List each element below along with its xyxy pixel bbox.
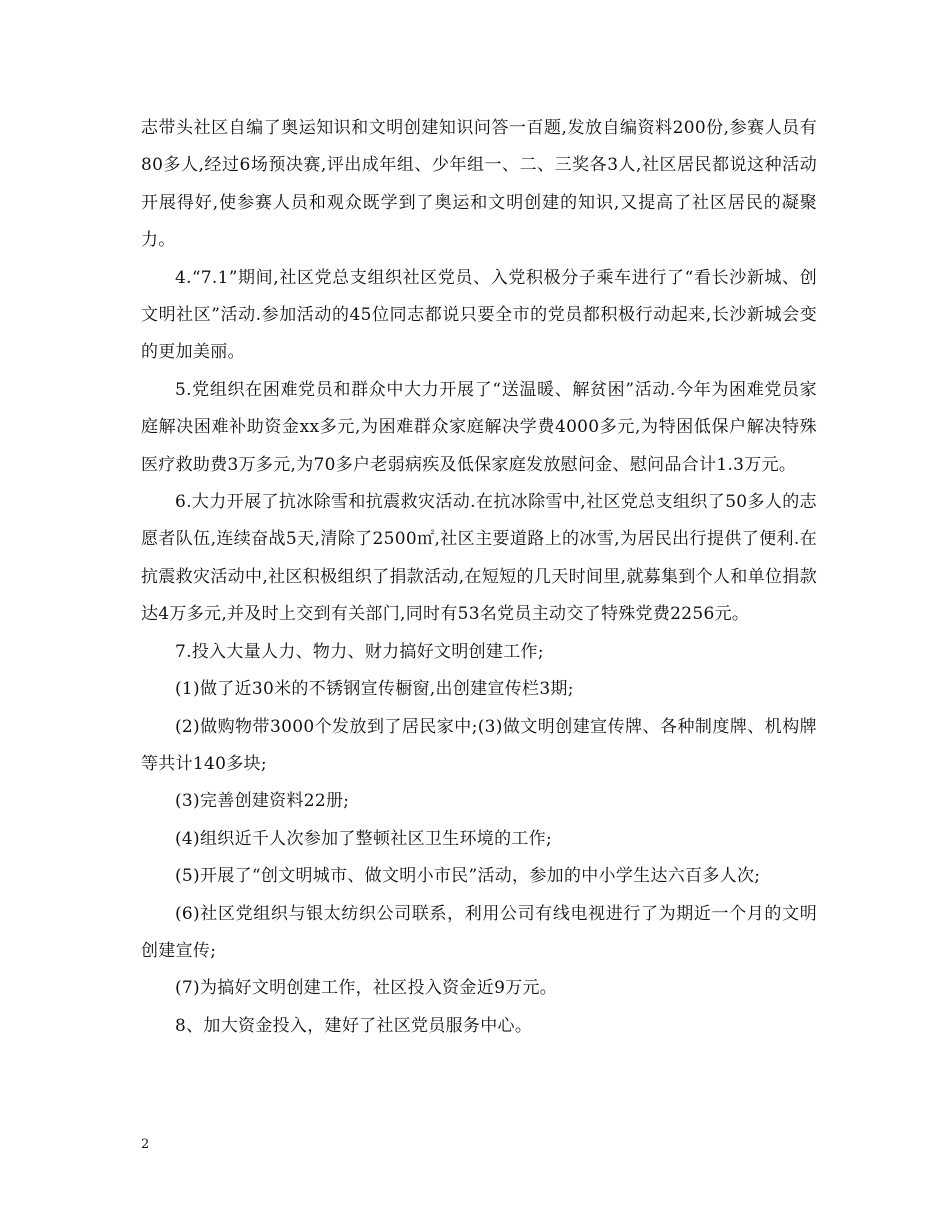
document-body [141,110,817,1045]
paragraph-5: 7.投入大量人力、物力、财力搞好文明创建工作; [175,641,544,662]
page-number: 2 [141,1137,150,1152]
paragraph-9: (4)组织近千人次参加了整顿社区卫生环境的工作; [175,828,553,849]
paragraph-11: (6)社区党组织与银太纺织公司联系，利用公司有线电视进行了为期近一个月的文明创建宣传; [141,903,817,961]
paragraph-13: 8、加大资金投入，建好了社区党员服务中心。 [175,1015,533,1036]
paragraph-6: (1)做了近30米的不锈钢宣传橱窗,出创建宣传栏3期; [175,679,574,700]
paragraph-10: (5)开展了“创文明城市、做文明小市民”活动，参加的中小学生达六百多人次; [175,866,761,887]
paragraph-3: 5.党组织在困难党员和群众中大力开展了“送温暖、解贫困”活动.今年为困难党员家庭解决困难补助资金xx多元,为困难群众家庭解决学费4000多元,为特困低保户解决特殊医疗救助费3万多元,为70多户老弱病疾及低保家庭发放慰问金、慰问品合计1.3万元。 [141,379,817,475]
paragraph-12: (7)为搞好文明创建工作，社区投入资金近9万元。 [175,978,558,999]
paragraph-8: (3)完善创建资料22册; [175,791,350,812]
paragraph-2: 4.“7.1”期间,社区党总支组织社区党员、入党积极分子乘车进行了“看长沙新城、创文明社区”活动.参加活动的45位同志都说只要全市的党员都积极行动起来,长沙新城会变的更加美丽。 [141,267,817,363]
paragraph-4: 6.大力开展了抗冰除雪和抗震救灾活动.在抗冰除雪中,社区党总支组织了50多人的志愿者队伍,连续奋战5天,清除了2500㎡,社区主要道路上的冰雪,为居民出行提供了便利.在抗震救灾活动中,社区积极组织了捐款活动,在短短的几天时间里,就募集到个人和单位捐款达4万多元,并及时上交到有关部门,同时有53名党员主动交了特殊党费2256元。 [141,492,817,625]
paragraph-1: 志带头社区自编了奥运知识和文明创建知识问答一百题,发放自编资料200份,参赛人员有80多人,经过6场预决赛,评出成年组、少年组一、二、三奖各3人,社区居民都说这种活动开展得好,使参赛人员和观众既学到了奥运和文明创建的知识,又提高了社区居民的凝聚力。 [141,118,817,251]
paragraph-7: (2)做购物带3000个发放到了居民家中;(3)做文明创建宣传牌、各种制度牌、机构牌等共计140多块; [141,716,817,774]
